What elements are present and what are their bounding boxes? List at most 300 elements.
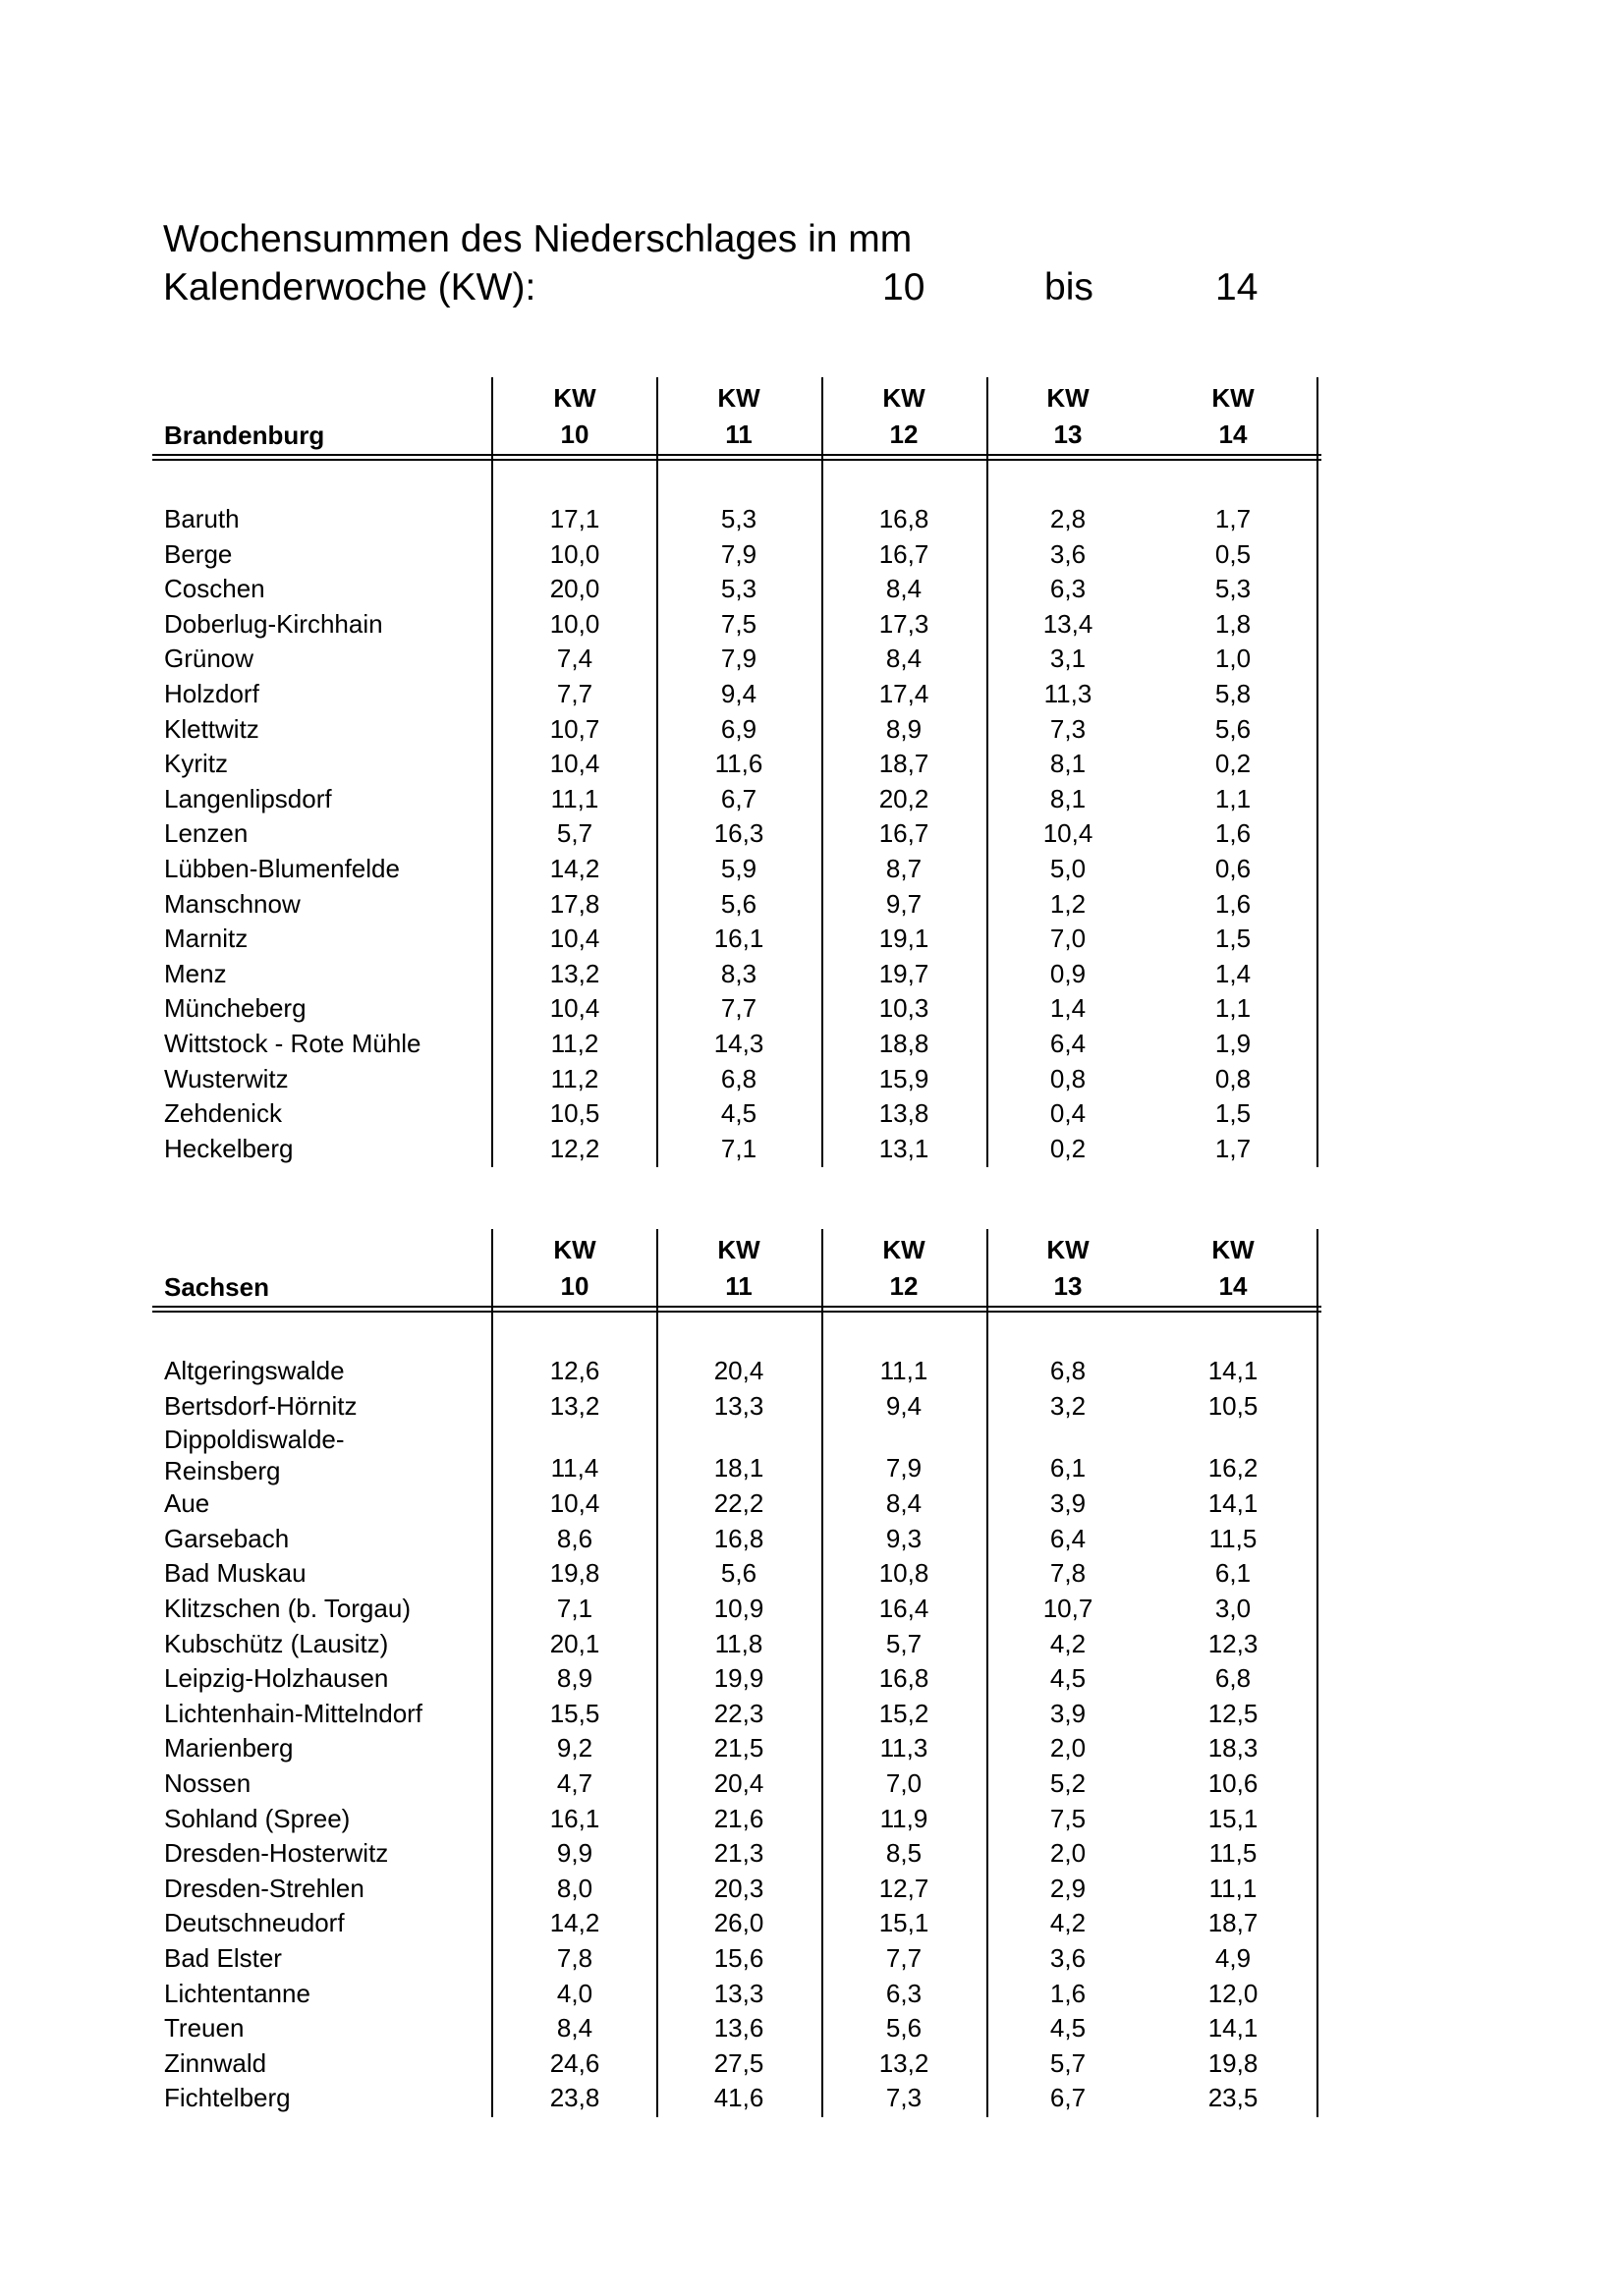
page-title: Wochensummen des Niederschlages in mm: [163, 218, 913, 260]
precip-value-kw12: 9,4: [885, 1390, 923, 1421]
precip-value-kw14: 1,9: [1214, 1028, 1252, 1058]
precip-value-kw13: 3,6: [1049, 1942, 1087, 1973]
precip-value-kw10: 11,4: [550, 1453, 599, 1484]
station-name-line1: Dippoldiswalde-: [164, 1425, 345, 1455]
precip-value-kw13: 2,0: [1049, 1838, 1087, 1869]
precip-value-kw12: 16,4: [878, 1593, 929, 1623]
precip-value-kw13: 3,6: [1049, 538, 1087, 569]
precip-value-kw11: 16,3: [713, 818, 764, 849]
precip-value-kw13: 3,2: [1049, 1390, 1087, 1421]
precip-value-kw11: 7,5: [720, 608, 757, 639]
precip-value-kw10: 5,7: [556, 818, 593, 849]
precip-value-kw11: 11,6: [714, 749, 763, 779]
precip-value-kw11: 16,8: [713, 1523, 764, 1553]
precip-value-kw14: 1,0: [1214, 644, 1252, 674]
column-header-kw12: [821, 377, 986, 454]
precip-value-kw11: 27,5: [713, 2047, 764, 2078]
precip-value-kw12: 18,8: [878, 1028, 929, 1058]
precip-value-kw10: 12,6: [549, 1356, 600, 1385]
precip-value-kw12: 8,4: [885, 644, 923, 674]
station-name: Deutschneudorf: [164, 1908, 345, 1938]
table-row: [152, 712, 1321, 748]
precip-value-kw14: 1,6: [1214, 818, 1252, 849]
table-row: [152, 1872, 1321, 1907]
precip-value-kw13: 7,8: [1049, 1558, 1087, 1589]
table-row: [152, 816, 1321, 852]
precip-value-kw12: 17,3: [878, 608, 929, 639]
column-divider: [821, 1229, 823, 2117]
precip-value-kw12: 16,8: [878, 504, 929, 533]
precip-value-kw11: 13,6: [713, 2013, 764, 2044]
precip-value-kw14: 15,1: [1207, 1803, 1259, 1833]
column-header-kw-label: KW: [553, 383, 596, 413]
station-name: Altgeringswalde: [164, 1356, 345, 1385]
precip-value-kw14: 5,3: [1214, 574, 1252, 604]
precip-value-kw12: 5,7: [885, 1628, 923, 1658]
header-divider: [152, 1306, 1321, 1313]
precip-value-kw14: 11,1: [1208, 1873, 1258, 1903]
precip-value-kw11: 14,3: [713, 1028, 764, 1058]
table-body: [152, 1354, 1321, 2116]
brandenburg-table: [152, 377, 1321, 1166]
precip-value-kw10: 8,0: [556, 1873, 593, 1903]
precip-value-kw11: 6,9: [720, 713, 757, 744]
precip-value-kw10: 20,0: [549, 574, 600, 604]
precip-value-kw10: 8,4: [556, 2013, 593, 2044]
station-name: Sohland (Spree): [164, 1803, 351, 1833]
header-divider: [152, 454, 1321, 461]
precip-value-kw11: 13,3: [713, 1978, 764, 2008]
station-name: Menz: [164, 958, 227, 988]
precip-value-kw11: 7,7: [720, 993, 757, 1024]
station-name: Garsebach: [164, 1523, 290, 1553]
table-row: [152, 1697, 1321, 1732]
table-row: [152, 782, 1321, 817]
precip-value-kw14: 1,1: [1214, 783, 1252, 813]
precip-value-kw10: 10,0: [549, 538, 600, 569]
precip-value-kw14: 0,2: [1214, 749, 1252, 779]
column-header-kw14: [1150, 1229, 1316, 1306]
precip-value-kw14: 5,6: [1214, 713, 1252, 744]
table-row: [152, 2046, 1321, 2082]
precip-value-kw10: 11,2: [550, 1063, 599, 1093]
sachsen-table: [152, 1229, 1321, 2116]
precip-value-kw12: 13,8: [878, 1098, 929, 1129]
precip-value-kw11: 41,6: [713, 2083, 764, 2113]
precip-value-kw12: 19,1: [878, 924, 929, 954]
precip-value-kw13: 13,4: [1042, 608, 1093, 639]
precip-value-kw12: 11,3: [879, 1733, 928, 1764]
station-name: Nossen: [164, 1767, 252, 1798]
precip-value-kw11: 6,8: [720, 1063, 757, 1093]
kw-range-separator: bis: [1044, 266, 1093, 308]
table-row: [152, 537, 1321, 573]
precip-value-kw10: 11,1: [550, 783, 599, 813]
precip-value-kw10: 4,7: [556, 1767, 593, 1798]
column-header-kw-label: KW: [1046, 1235, 1090, 1264]
precip-value-kw10: 9,9: [556, 1838, 593, 1869]
table-row: [152, 1096, 1321, 1132]
precip-value-kw11: 22,2: [713, 1488, 764, 1519]
station-name: Baruth: [164, 504, 240, 533]
station-name: Klitzschen (b. Torgau): [164, 1593, 411, 1623]
precip-value-kw10: 10,4: [549, 749, 600, 779]
column-header-week-number: 14: [1218, 1271, 1248, 1301]
precip-value-kw11: 7,9: [720, 538, 757, 569]
station-name: Aue: [164, 1488, 210, 1519]
precip-value-kw11: 11,8: [714, 1628, 763, 1658]
kw-to-value: 14: [1215, 266, 1259, 308]
station-name: Bad Muskau: [164, 1558, 307, 1589]
precip-value-kw10: 14,2: [549, 1908, 600, 1938]
precip-value-kw11: 21,3: [713, 1838, 764, 1869]
station-name: Lübben-Blumenfelde: [164, 853, 400, 883]
station-name: Dresden-Strehlen: [164, 1873, 364, 1903]
precip-value-kw11: 7,1: [720, 1133, 757, 1163]
column-header-kw-label: KW: [717, 383, 760, 413]
precip-value-kw11: 20,3: [713, 1873, 764, 1903]
table-row: [152, 1132, 1321, 1167]
precip-value-kw10: 13,2: [549, 958, 600, 988]
column-header-week-number: 10: [560, 420, 589, 449]
precip-value-kw12: 16,7: [878, 538, 929, 569]
station-name: Grünow: [164, 644, 254, 674]
precip-value-kw13: 6,4: [1049, 1028, 1087, 1058]
station-name: [164, 1424, 345, 1486]
precip-value-kw12: 13,2: [878, 2047, 929, 2078]
station-name: Marnitz: [164, 924, 249, 954]
precip-value-kw13: 6,3: [1049, 574, 1087, 604]
table-row: [152, 747, 1321, 782]
precip-value-kw13: 0,9: [1049, 958, 1087, 988]
precip-value-kw11: 10,9: [713, 1593, 764, 1623]
station-name: Treuen: [164, 2013, 245, 2044]
column-header-week-number: 13: [1053, 420, 1083, 449]
column-divider: [1316, 377, 1318, 1167]
station-name: Manschnow: [164, 888, 301, 919]
precip-value-kw14: 16,2: [1207, 1453, 1259, 1484]
kw-from-value: 10: [882, 266, 925, 308]
precip-value-kw13: 2,8: [1049, 504, 1087, 533]
precip-value-kw10: 19,8: [549, 1558, 600, 1589]
table-row: [152, 1766, 1321, 1802]
precip-value-kw12: 7,9: [885, 1453, 923, 1484]
precip-value-kw13: 5,0: [1049, 853, 1087, 883]
precip-value-kw14: 14,1: [1207, 1488, 1259, 1519]
column-divider: [986, 1229, 988, 2117]
table-row: [152, 2011, 1321, 2046]
station-name: Coschen: [164, 574, 265, 604]
precip-value-kw14: 0,5: [1214, 538, 1252, 569]
precip-value-kw13: 1,4: [1049, 993, 1087, 1024]
precip-value-kw10: 10,0: [549, 608, 600, 639]
precip-value-kw12: 15,9: [878, 1063, 929, 1093]
precip-value-kw10: 8,6: [556, 1523, 593, 1553]
precip-value-kw14: 14,1: [1207, 2013, 1259, 2044]
precip-value-kw13: 0,2: [1049, 1133, 1087, 1163]
table-row: [152, 642, 1321, 677]
table-row: [152, 607, 1321, 643]
table-row: [152, 1941, 1321, 1977]
precip-value-kw13: 2,0: [1049, 1733, 1087, 1764]
station-name: Langenlipsdorf: [164, 783, 332, 813]
precip-value-kw11: 21,5: [713, 1733, 764, 1764]
precip-value-kw13: 7,3: [1049, 713, 1087, 744]
precip-value-kw13: 8,1: [1049, 749, 1087, 779]
precip-value-kw14: 12,3: [1207, 1628, 1259, 1658]
precip-value-kw11: 20,4: [713, 1767, 764, 1798]
precip-value-kw14: 23,5: [1207, 2083, 1259, 2113]
precip-value-kw14: 1,5: [1214, 924, 1252, 954]
column-header-kw13: [985, 377, 1150, 454]
station-name: Lichtenhain-Mittelndorf: [164, 1698, 423, 1728]
region-name: Sachsen: [164, 1272, 269, 1302]
station-name: Fichtelberg: [164, 2083, 291, 2113]
table-body: [152, 502, 1321, 1166]
precip-value-kw13: 3,9: [1049, 1488, 1087, 1519]
precip-value-kw11: 5,3: [720, 574, 757, 604]
column-header-kw10: [492, 1229, 657, 1306]
table-row: [152, 957, 1321, 992]
column-header-week-number: 11: [725, 1271, 753, 1301]
station-name: Müncheberg: [164, 993, 307, 1024]
precip-value-kw13: 5,2: [1049, 1767, 1087, 1798]
precip-value-kw10: 4,0: [556, 1978, 593, 2008]
precip-value-kw13: 0,8: [1049, 1063, 1087, 1093]
precip-value-kw13: 6,1: [1049, 1453, 1087, 1484]
precip-value-kw14: 11,5: [1208, 1838, 1258, 1869]
precip-value-kw14: 0,8: [1214, 1063, 1252, 1093]
table-row: [152, 1486, 1321, 1522]
station-name: Zinnwald: [164, 2047, 267, 2078]
precip-value-kw12: 10,3: [878, 993, 929, 1024]
precip-value-kw14: 19,8: [1207, 2047, 1259, 2078]
precip-value-kw13: 4,5: [1049, 1663, 1087, 1694]
precip-value-kw10: 16,1: [549, 1803, 600, 1833]
precip-value-kw13: 10,4: [1042, 818, 1093, 849]
table-row: [152, 1731, 1321, 1766]
precip-value-kw12: 17,4: [878, 678, 929, 708]
precip-value-kw12: 8,4: [885, 1488, 923, 1519]
precip-value-kw10: 14,2: [549, 853, 600, 883]
station-name: Wittstock - Rote Mühle: [164, 1028, 421, 1058]
station-name: Wusterwitz: [164, 1063, 289, 1093]
column-header-week-number: 12: [889, 1271, 919, 1301]
precip-value-kw11: 15,6: [713, 1942, 764, 1973]
precip-value-kw10: 24,6: [549, 2047, 600, 2078]
column-header-kw-label: KW: [553, 1235, 596, 1264]
precip-value-kw12: 15,2: [878, 1698, 929, 1728]
precip-value-kw12: 18,7: [878, 749, 929, 779]
column-header-week-number: 10: [560, 1271, 589, 1301]
station-name: Berge: [164, 538, 233, 569]
precip-value-kw11: 20,4: [713, 1356, 764, 1385]
precip-value-kw12: 5,6: [885, 2013, 923, 2044]
station-name: Heckelberg: [164, 1133, 294, 1163]
precip-value-kw14: 5,8: [1214, 678, 1252, 708]
precip-value-kw14: 11,5: [1208, 1523, 1258, 1553]
precip-value-kw12: 6,3: [885, 1978, 923, 2008]
station-name: Holzdorf: [164, 678, 259, 708]
precip-value-kw12: 12,7: [878, 1873, 929, 1903]
precip-value-kw10: 11,2: [550, 1028, 599, 1058]
column-header-kw11: [656, 377, 821, 454]
precip-value-kw14: 0,6: [1214, 853, 1252, 883]
precip-value-kw14: 1,5: [1214, 1098, 1252, 1129]
column-header-kw-label: KW: [882, 383, 925, 413]
station-name: Leipzig-Holzhausen: [164, 1663, 389, 1694]
station-name: Kyritz: [164, 749, 228, 779]
precip-value-kw14: 14,1: [1207, 1356, 1259, 1385]
precip-value-kw10: 10,7: [549, 713, 600, 744]
precip-value-kw11: 4,5: [720, 1098, 757, 1129]
column-divider: [656, 1229, 658, 2117]
column-header-week-number: 12: [889, 420, 919, 449]
column-divider: [491, 1229, 493, 2117]
station-name: Bad Elster: [164, 1942, 282, 1973]
precip-value-kw14: 1,1: [1214, 993, 1252, 1024]
column-header-kw11: [656, 1229, 821, 1306]
table-row: [152, 502, 1321, 537]
table-row: [152, 1556, 1321, 1592]
precip-value-kw13: 7,5: [1049, 1803, 1087, 1833]
precip-value-kw13: 8,1: [1049, 783, 1087, 813]
precip-value-kw13: 11,3: [1043, 678, 1092, 708]
precip-value-kw11: 5,6: [720, 1558, 757, 1589]
column-header-kw-label: KW: [1211, 1235, 1255, 1264]
column-header-kw-label: KW: [1211, 383, 1255, 413]
precip-value-kw12: 8,5: [885, 1838, 923, 1869]
station-name: Lichtentanne: [164, 1978, 310, 2008]
precip-value-kw10: 17,8: [549, 888, 600, 919]
column-header-week-number: 11: [725, 420, 753, 449]
precip-value-kw14: 1,7: [1214, 1133, 1252, 1163]
precip-value-kw10: 10,4: [549, 993, 600, 1024]
precip-value-kw13: 0,4: [1049, 1098, 1087, 1129]
precip-value-kw10: 7,7: [556, 678, 593, 708]
precip-value-kw13: 3,9: [1049, 1698, 1087, 1728]
column-divider: [1316, 1229, 1318, 2117]
precip-value-kw10: 7,4: [556, 644, 593, 674]
precip-value-kw12: 8,9: [885, 713, 923, 744]
table-row: [152, 1389, 1321, 1425]
table-row: [152, 1027, 1321, 1062]
table-row: [152, 1661, 1321, 1697]
table-row: [152, 1424, 1321, 1486]
precip-value-kw11: 18,1: [713, 1453, 764, 1484]
station-name-line2: Reinsberg: [164, 1456, 281, 1486]
table-header: [152, 377, 1321, 454]
precip-value-kw13: 4,2: [1049, 1628, 1087, 1658]
table-row: [152, 1062, 1321, 1097]
table-row: [152, 1592, 1321, 1627]
precip-value-kw13: 6,8: [1049, 1356, 1087, 1385]
precip-value-kw13: 3,1: [1049, 644, 1087, 674]
station-name: Marienberg: [164, 1733, 294, 1764]
table-row: [152, 1354, 1321, 1389]
column-divider: [821, 377, 823, 1167]
table-header: [152, 1229, 1321, 1306]
column-header-kw-label: KW: [1046, 383, 1090, 413]
precip-value-kw12: 7,7: [885, 1942, 923, 1973]
column-header-kw-label: KW: [717, 1235, 760, 1264]
station-name: Bertsdorf-Hörnitz: [164, 1390, 358, 1421]
precip-value-kw10: 17,1: [549, 504, 600, 533]
precip-value-kw14: 1,7: [1214, 504, 1252, 533]
precip-value-kw12: 13,1: [878, 1133, 929, 1163]
table-row: [152, 677, 1321, 712]
precip-value-kw14: 18,3: [1207, 1733, 1259, 1764]
precip-value-kw14: 10,6: [1207, 1767, 1259, 1798]
station-name: Lenzen: [164, 818, 249, 849]
precip-value-kw14: 1,8: [1214, 608, 1252, 639]
precip-value-kw13: 6,4: [1049, 1523, 1087, 1553]
precip-value-kw14: 6,1: [1214, 1558, 1252, 1589]
precip-value-kw10: 10,4: [549, 1488, 600, 1519]
table-row: [152, 1802, 1321, 1837]
precip-value-kw11: 22,3: [713, 1698, 764, 1728]
precip-value-kw11: 9,4: [720, 678, 757, 708]
precip-value-kw13: 4,5: [1049, 2013, 1087, 2044]
precip-value-kw10: 13,2: [549, 1390, 600, 1421]
precip-value-kw11: 7,9: [720, 644, 757, 674]
precip-value-kw13: 4,2: [1049, 1908, 1087, 1938]
precip-value-kw11: 16,1: [713, 924, 764, 954]
station-name: Klettwitz: [164, 713, 259, 744]
precip-value-kw10: 15,5: [549, 1698, 600, 1728]
precip-value-kw10: 12,2: [549, 1133, 600, 1163]
precip-value-kw10: 7,8: [556, 1942, 593, 1973]
table-row: [152, 572, 1321, 607]
precip-value-kw13: 1,2: [1049, 888, 1087, 919]
column-divider: [656, 377, 658, 1167]
column-divider: [491, 377, 493, 1167]
table-row: [152, 991, 1321, 1027]
precip-value-kw13: 2,9: [1049, 1873, 1087, 1903]
precip-value-kw12: 9,3: [885, 1523, 923, 1553]
precip-value-kw12: 11,9: [879, 1803, 928, 1833]
precip-value-kw11: 21,6: [713, 1803, 764, 1833]
column-header-kw13: [985, 1229, 1150, 1306]
precip-value-kw11: 26,0: [713, 1908, 764, 1938]
column-header-kw10: [492, 377, 657, 454]
precip-value-kw12: 11,1: [879, 1356, 928, 1385]
precip-value-kw14: 6,8: [1214, 1663, 1252, 1694]
precip-value-kw14: 4,9: [1214, 1942, 1252, 1973]
precip-value-kw11: 13,3: [713, 1390, 764, 1421]
precip-value-kw10: 20,1: [549, 1628, 600, 1658]
table-row: [152, 1836, 1321, 1872]
precip-value-kw10: 10,4: [549, 924, 600, 954]
precip-value-kw14: 1,6: [1214, 888, 1252, 919]
precip-value-kw14: 1,4: [1214, 958, 1252, 988]
precip-value-kw12: 9,7: [885, 888, 923, 919]
precip-value-kw10: 10,5: [549, 1098, 600, 1129]
station-name: Dresden-Hosterwitz: [164, 1838, 389, 1869]
precip-value-kw12: 16,7: [878, 818, 929, 849]
precip-value-kw12: 7,3: [885, 2083, 923, 2113]
station-name: Kubschütz (Lausitz): [164, 1628, 389, 1658]
table-row: [152, 922, 1321, 957]
table-row: [152, 1977, 1321, 2012]
precip-value-kw11: 5,9: [720, 853, 757, 883]
precip-value-kw12: 10,8: [878, 1558, 929, 1589]
precip-value-kw13: 5,7: [1049, 2047, 1087, 2078]
column-divider: [986, 377, 988, 1167]
region-name: Brandenburg: [164, 420, 325, 450]
precip-value-kw11: 6,7: [720, 783, 757, 813]
precip-value-kw13: 1,6: [1049, 1978, 1087, 2008]
